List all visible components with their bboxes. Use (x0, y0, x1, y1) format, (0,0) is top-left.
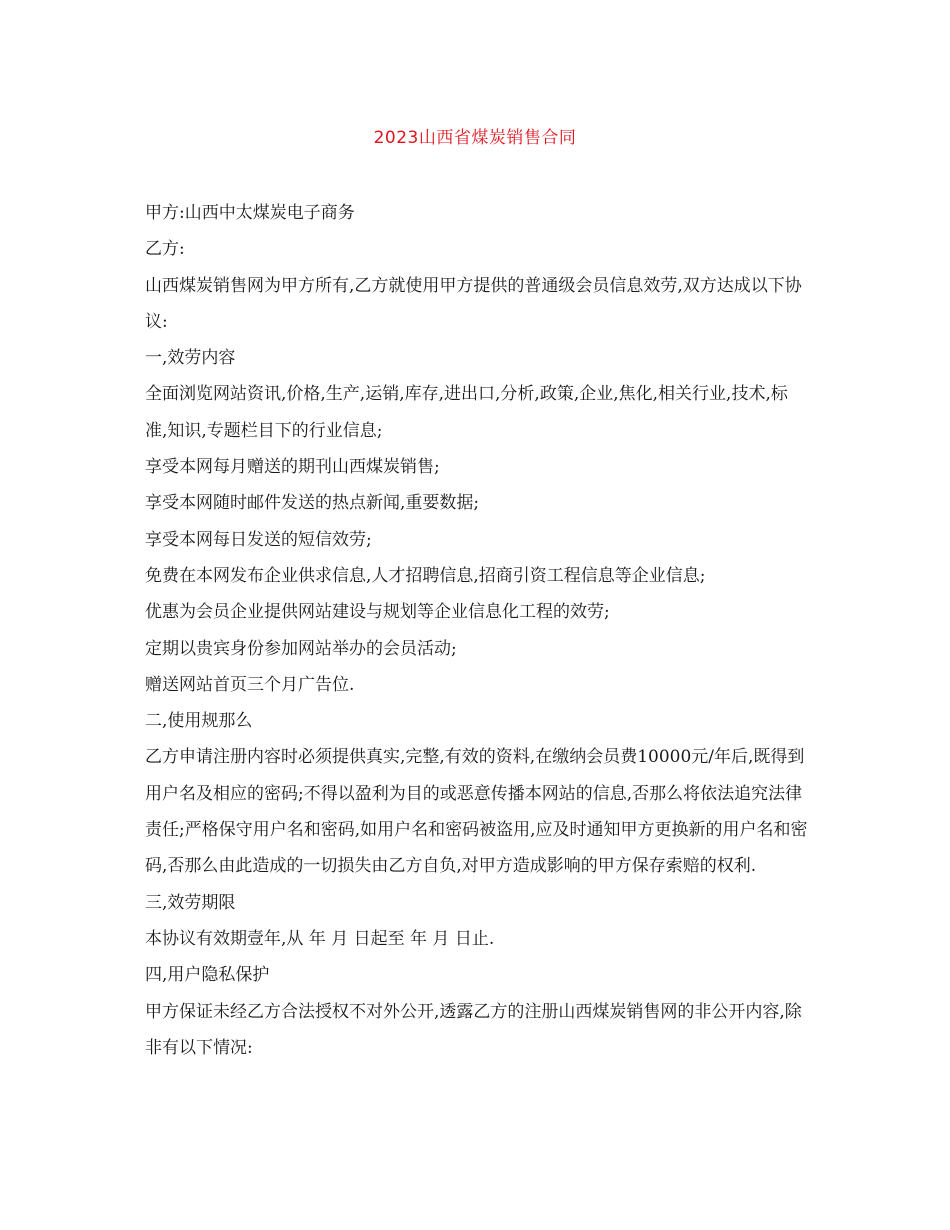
section-heading-4: 四,用户隐私保护 (145, 965, 270, 986)
service-item: 享受本网随时邮件发送的热点新闻,重要数据; (145, 493, 480, 514)
service-item: 全面浏览网站资讯,价格,生产,运销,库存,进出口,分析,政策,企业,焦化,相关行业,技术,标准,知识,专题栏目下的行业信息; (145, 384, 788, 441)
document-title: 2023山西省煤炭销售合同 (373, 128, 577, 148)
service-term-paragraph: 本协议有效期壹年,从 年 月 日起至 年 月 日止. (145, 928, 495, 949)
section-heading-2: 二,使用规那么 (145, 711, 253, 732)
section-heading-3: 三,效劳期限 (145, 892, 236, 913)
party-a-line: 甲方:山西中太煤炭电子商务 (145, 203, 355, 223)
service-item: 赠送网站首页三个月广告位. (145, 674, 355, 695)
privacy-paragraph: 甲方保证未经乙方合法授权不对外公开,透露乙方的注册山西煤炭销售网的非公开内容,除非有以下情况: (145, 1001, 802, 1058)
service-item: 优惠为会员企业提供网站建设与规划等企业信息化工程的效劳; (145, 602, 610, 623)
section-heading-1: 一,效劳内容 (145, 348, 236, 369)
document-body (145, 195, 810, 1066)
service-item: 定期以贵宾身份参加网站举办的会员活动; (145, 638, 457, 659)
service-item: 享受本网每日发送的短信效劳; (145, 529, 372, 550)
agreement-intro: 山西煤炭销售网为甲方所有,乙方就使用甲方提供的普通级会员信息效劳,双方达成以下协议: (145, 275, 802, 332)
service-item: 享受本网每月赠送的期刊山西煤炭销售; (145, 457, 440, 478)
usage-rules-paragraph: 乙方申请注册内容时必须提供真实,完整,有效的资料,在缴纳会员费10000元/年后,既得到用户名及相应的密码;不得以盈利为目的或恶意传播本网站的信息,否那么将依法追究法律责任;严格保守用户名和密码,如用户名和密码被盗用,应及时通知甲方更换新的用户名和密码,否那么由此造成的一切损失由乙方自负,对甲方造成影响的甲方保存索赔的权利. (145, 747, 808, 877)
service-item: 免费在本网发布企业供求信息,人才招聘信息,招商引资工程信息等企业信息; (145, 565, 706, 586)
party-b-line: 乙方: (145, 239, 185, 260)
